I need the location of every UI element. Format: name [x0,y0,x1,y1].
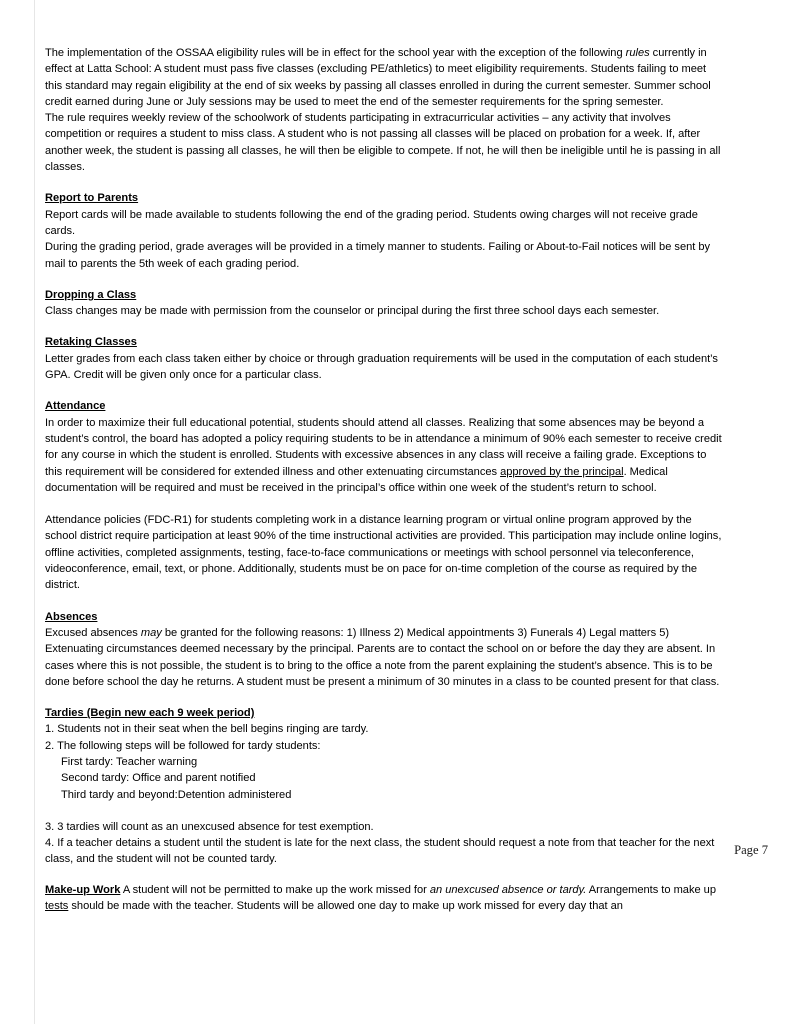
eligibility-text-part2: currently in effect at Latta School: A student must pass five classes (excluding PE/athletics) to meet eligibility requirements. Students failing to meet this standard may regain eligibility at the end of six weeks by passing all classes enrolled in during the current semester. Summer school credit earned during June or July sessions may be used to meet the end of the semester requirements for the spring semester. [45,47,711,108]
section-heading-tardies: Tardies (Begin new each 9 week period) [45,707,255,720]
spacer [45,175,723,189]
section-heading-tardies-wrap [45,704,723,721]
spacer [45,690,723,704]
page-edge-artifact [34,0,35,1024]
absences-text-part1: Excused absences [45,626,141,639]
spacer [45,594,723,608]
tardies-item-4: 4. If a teacher detains a student until the student is late for the next class, the student should request a note from that teacher for the next class, and the student will not be counted tardy. [45,837,715,866]
makeup-text-part1: A student will not be permitted to make up the work missed for [120,883,430,896]
absences-italic-may: may [140,626,162,639]
eligibility-italic-rules: rules [625,47,650,59]
tardies-step-third: Third tardy and beyond:Detention administered [61,788,292,801]
tardies-item-2: 2. The following steps will be followed for tardy students: [45,739,321,752]
paragraph-letter-grades: Letter grades from each class taken either by choice or through graduation requirements will be used in the computation of each student’s GPA. Credit will be given only once for a particular class. [45,352,718,382]
section-heading-absences-wrap [45,608,723,625]
paragraph-class-changes: Class changes may be made with permission from the counselor or principal during the first three school days each semester. [45,305,660,318]
spacer [45,272,723,286]
spacer [45,496,723,512]
tardies-step-first: First tardy: Teacher warning [61,755,198,768]
absences-text-part2: be granted for the following reasons: 1) Illness 2) Medical appointments 3) Funerals 4) Legal matters 5) Extenuating circumstances deemed necessary by the principal. Parents are to contact the school on or before the day they are absent. In cases where this is not possible, the student is to bring to the office a note from the parent explaining the student’s absence. This is to be done before school the day he returns. A student must be present a minimum of 30 minutes in a class to be counted present for that class. [45,626,720,688]
spacer [45,319,723,333]
attendance-text-part2: . Medical documentation will be required and must be received in the principal’s office within one week of the student’s return to school. [45,465,668,494]
tardies-step-second: Second tardy: Office and parent notified [61,772,256,785]
spacer-page-number [45,803,723,819]
spacer [45,383,723,397]
section-heading-retaking-classes-wrap [45,333,723,350]
spacer [45,868,723,882]
section-heading-report-to-parents-wrap [45,189,723,206]
eligibility-text-part1: The implementation of the OSSAA eligibility rules will be in effect for the school year with the exception of the following [45,47,626,59]
section-heading-retaking-classes: Retaking Classes [45,336,137,349]
makeup-text-part2: Arrangements to make up [586,883,716,896]
page-number: Page 7 [734,843,768,857]
makeup-italic-unexcused-absence: an unexcused absence or tardy. [429,883,587,896]
section-heading-attendance-wrap [45,397,723,414]
section-heading-makeup-work: Make-up Work [45,883,121,896]
paragraph-weekly-review: The rule requires weekly review of the schoolwork of students participating in extracurricular activities – any activity that involves competition or requires a student to miss class. A student who is not passing all classes will be placed on probation for a week. If, after another week, the student is passing all classes, he will then be eligible to compete. If not, he will then be ineligible until he is passing in all classes. [45,112,721,174]
section-heading-dropping-a-class-wrap [45,286,723,303]
attendance-text-part1: In order to maximize their full educational potential, students should attend all classes. Realizing that some absences may be beyond a student’s control, the board has adopted a policy requiring students to be in attendance a minimum of 90% each semester to receive credit for any course in which the student is enrolled. Students with excessive absences in any class will receive a failing grade. Exceptions to this requirement will be considered for extended illness and other extenuating circumstances [45,416,722,478]
attendance-underlined-approved-by-principal: approved by the principal [500,465,624,478]
paragraph-grade-averages: During the grading period, grade averages will be provided in a timely manner to students. Failing or About-to-Fail notices will be sent by mail to parents the 5th week of each grading period. [45,241,711,270]
section-heading-dropping-a-class: Dropping a Class [45,288,137,301]
section-heading-attendance: Attendance [45,400,106,413]
paragraph-excused-absences [45,625,723,690]
paragraph-attendance-policy [45,415,723,496]
tardies-item-1: 1. Students not in their seat when the bell begins ringing are tardy. [45,723,369,736]
makeup-text-part3: should be made with the teacher. Students will be allowed one day to make up work missed for every day that an [68,900,623,913]
section-heading-report-to-parents: Report to Parents [45,192,139,205]
makeup-underlined-tests: tests [45,900,69,913]
section-heading-absences: Absences [45,610,98,623]
tardies-item-3: 3. 3 tardies will count as an unexcused absence for test exemption. [45,820,374,833]
paragraph-makeup-work [45,882,723,915]
paragraph-distance-learning-attendance: Attendance policies (FDC-R1) for students completing work in a distance learning program or virtual online program approved by the school district require participation at least 90% of the time instructional activities are provided. This participation may include online logins, offline activities, completed assignments, testing, face-to-face communications or meetings with school personnel via teleconference, videoconference, email, text, or phone. Additionally, students must be on pace for on-time completion of the course as required by the district. [45,514,722,592]
paragraph-report-cards: Report cards will be made available to students following the end of the grading period. Students owing charges will not receive grade cards. [45,208,698,237]
paragraph-eligibility-rules [45,45,723,110]
document-body [45,45,723,914]
